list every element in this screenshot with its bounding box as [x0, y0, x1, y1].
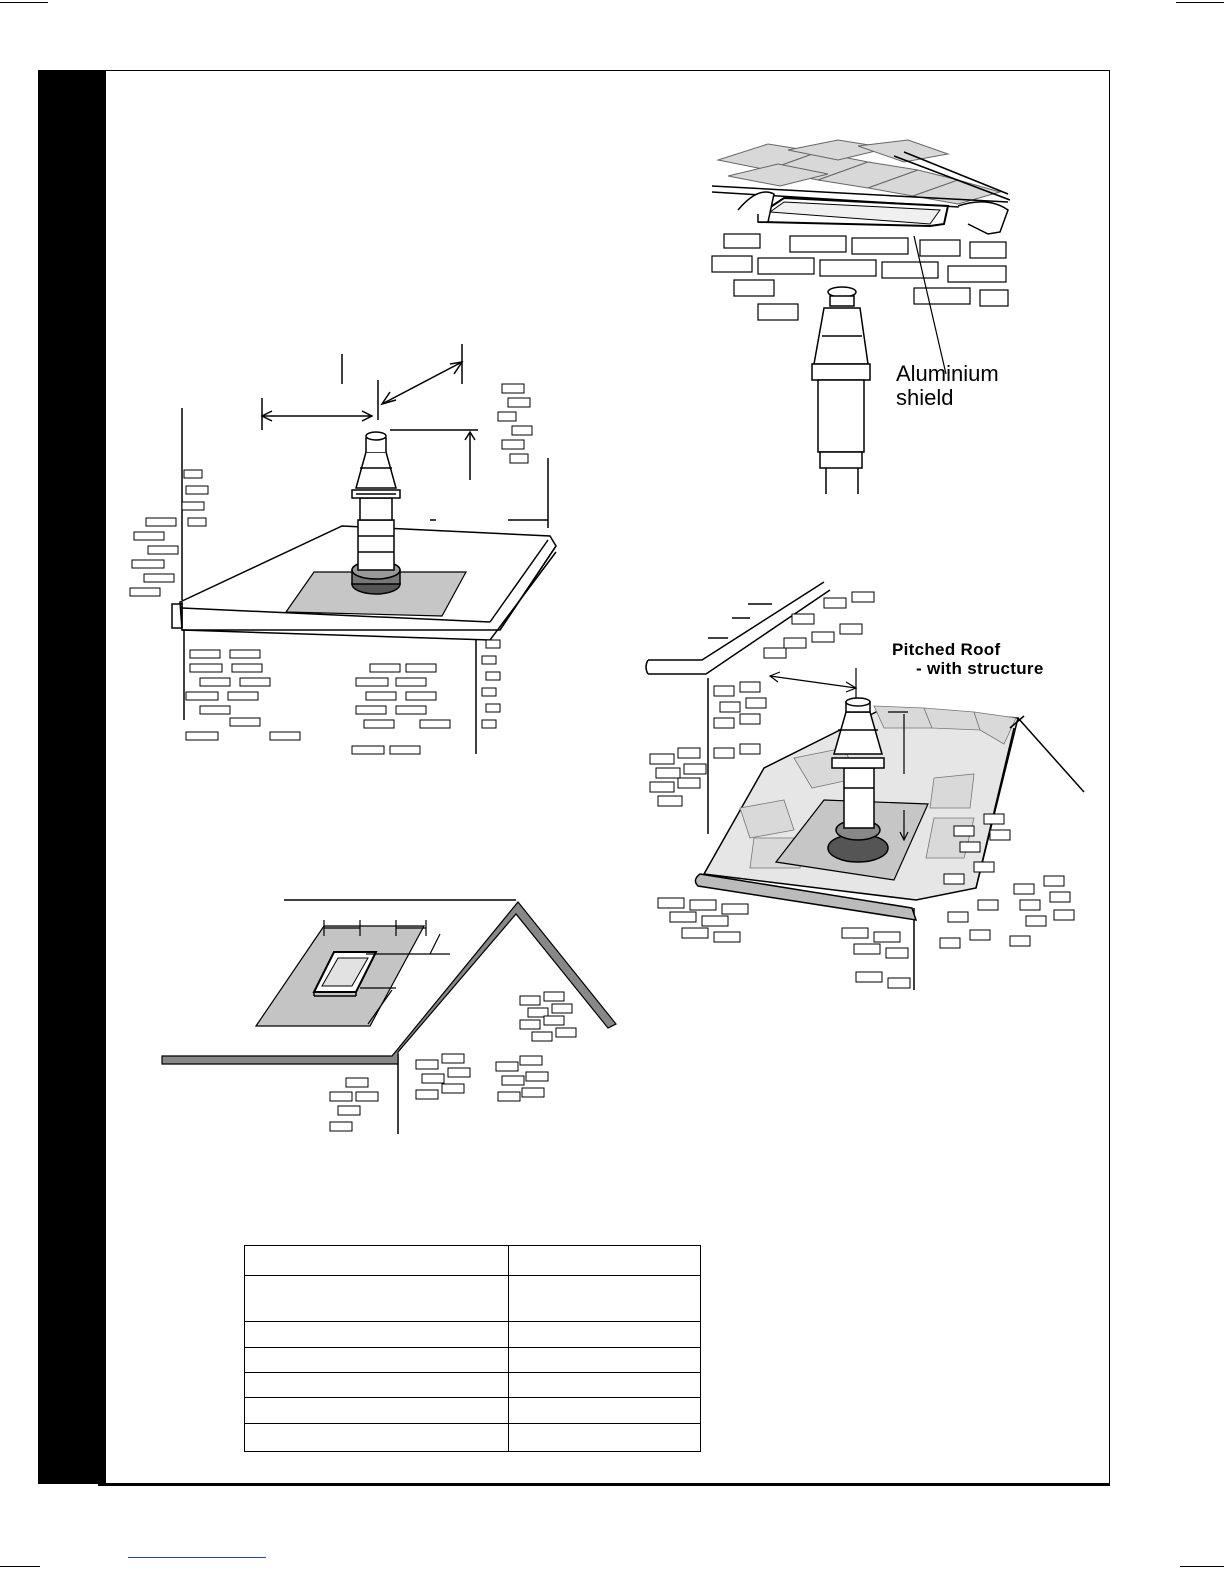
table-cell [509, 1246, 701, 1276]
footer-link-underline[interactable] [128, 1557, 266, 1558]
bottom-rule [98, 1484, 1110, 1486]
table-row [245, 1246, 701, 1276]
table-row [245, 1373, 701, 1398]
table-cell [245, 1246, 509, 1276]
table-cell [245, 1373, 509, 1398]
table-cell [509, 1373, 701, 1398]
table-cell [509, 1424, 701, 1452]
label-line: shield [896, 385, 954, 410]
label-line: Aluminium [896, 361, 999, 386]
table-cell [509, 1398, 701, 1424]
table-row [245, 1322, 701, 1348]
table-cell [509, 1348, 701, 1373]
crop-mark [0, 2, 48, 3]
table-row [245, 1276, 701, 1322]
table-cell [245, 1398, 509, 1424]
table-cell [509, 1322, 701, 1348]
crop-mark [1180, 1566, 1224, 1567]
table-cell [509, 1276, 701, 1322]
table-cell [245, 1424, 509, 1452]
table-cell [245, 1322, 509, 1348]
spec-table [244, 1245, 701, 1452]
section-sidebar-bar [38, 70, 106, 1484]
ridge-shield-illustration [708, 140, 1018, 500]
table-cell [245, 1348, 509, 1373]
title-line: - with structure [916, 659, 1044, 678]
skylight-roof-illustration [160, 896, 620, 1136]
crop-mark [0, 1566, 40, 1567]
crop-mark [1176, 2, 1224, 3]
flat-roof-illustration [120, 340, 620, 770]
table-row [245, 1398, 701, 1424]
table-row [245, 1424, 701, 1452]
title-line: Pitched Roof [892, 640, 1001, 659]
aluminium-shield-label [896, 362, 999, 410]
table-row [245, 1348, 701, 1373]
table-cell [245, 1276, 509, 1322]
pitched-roof-title [892, 640, 1044, 678]
